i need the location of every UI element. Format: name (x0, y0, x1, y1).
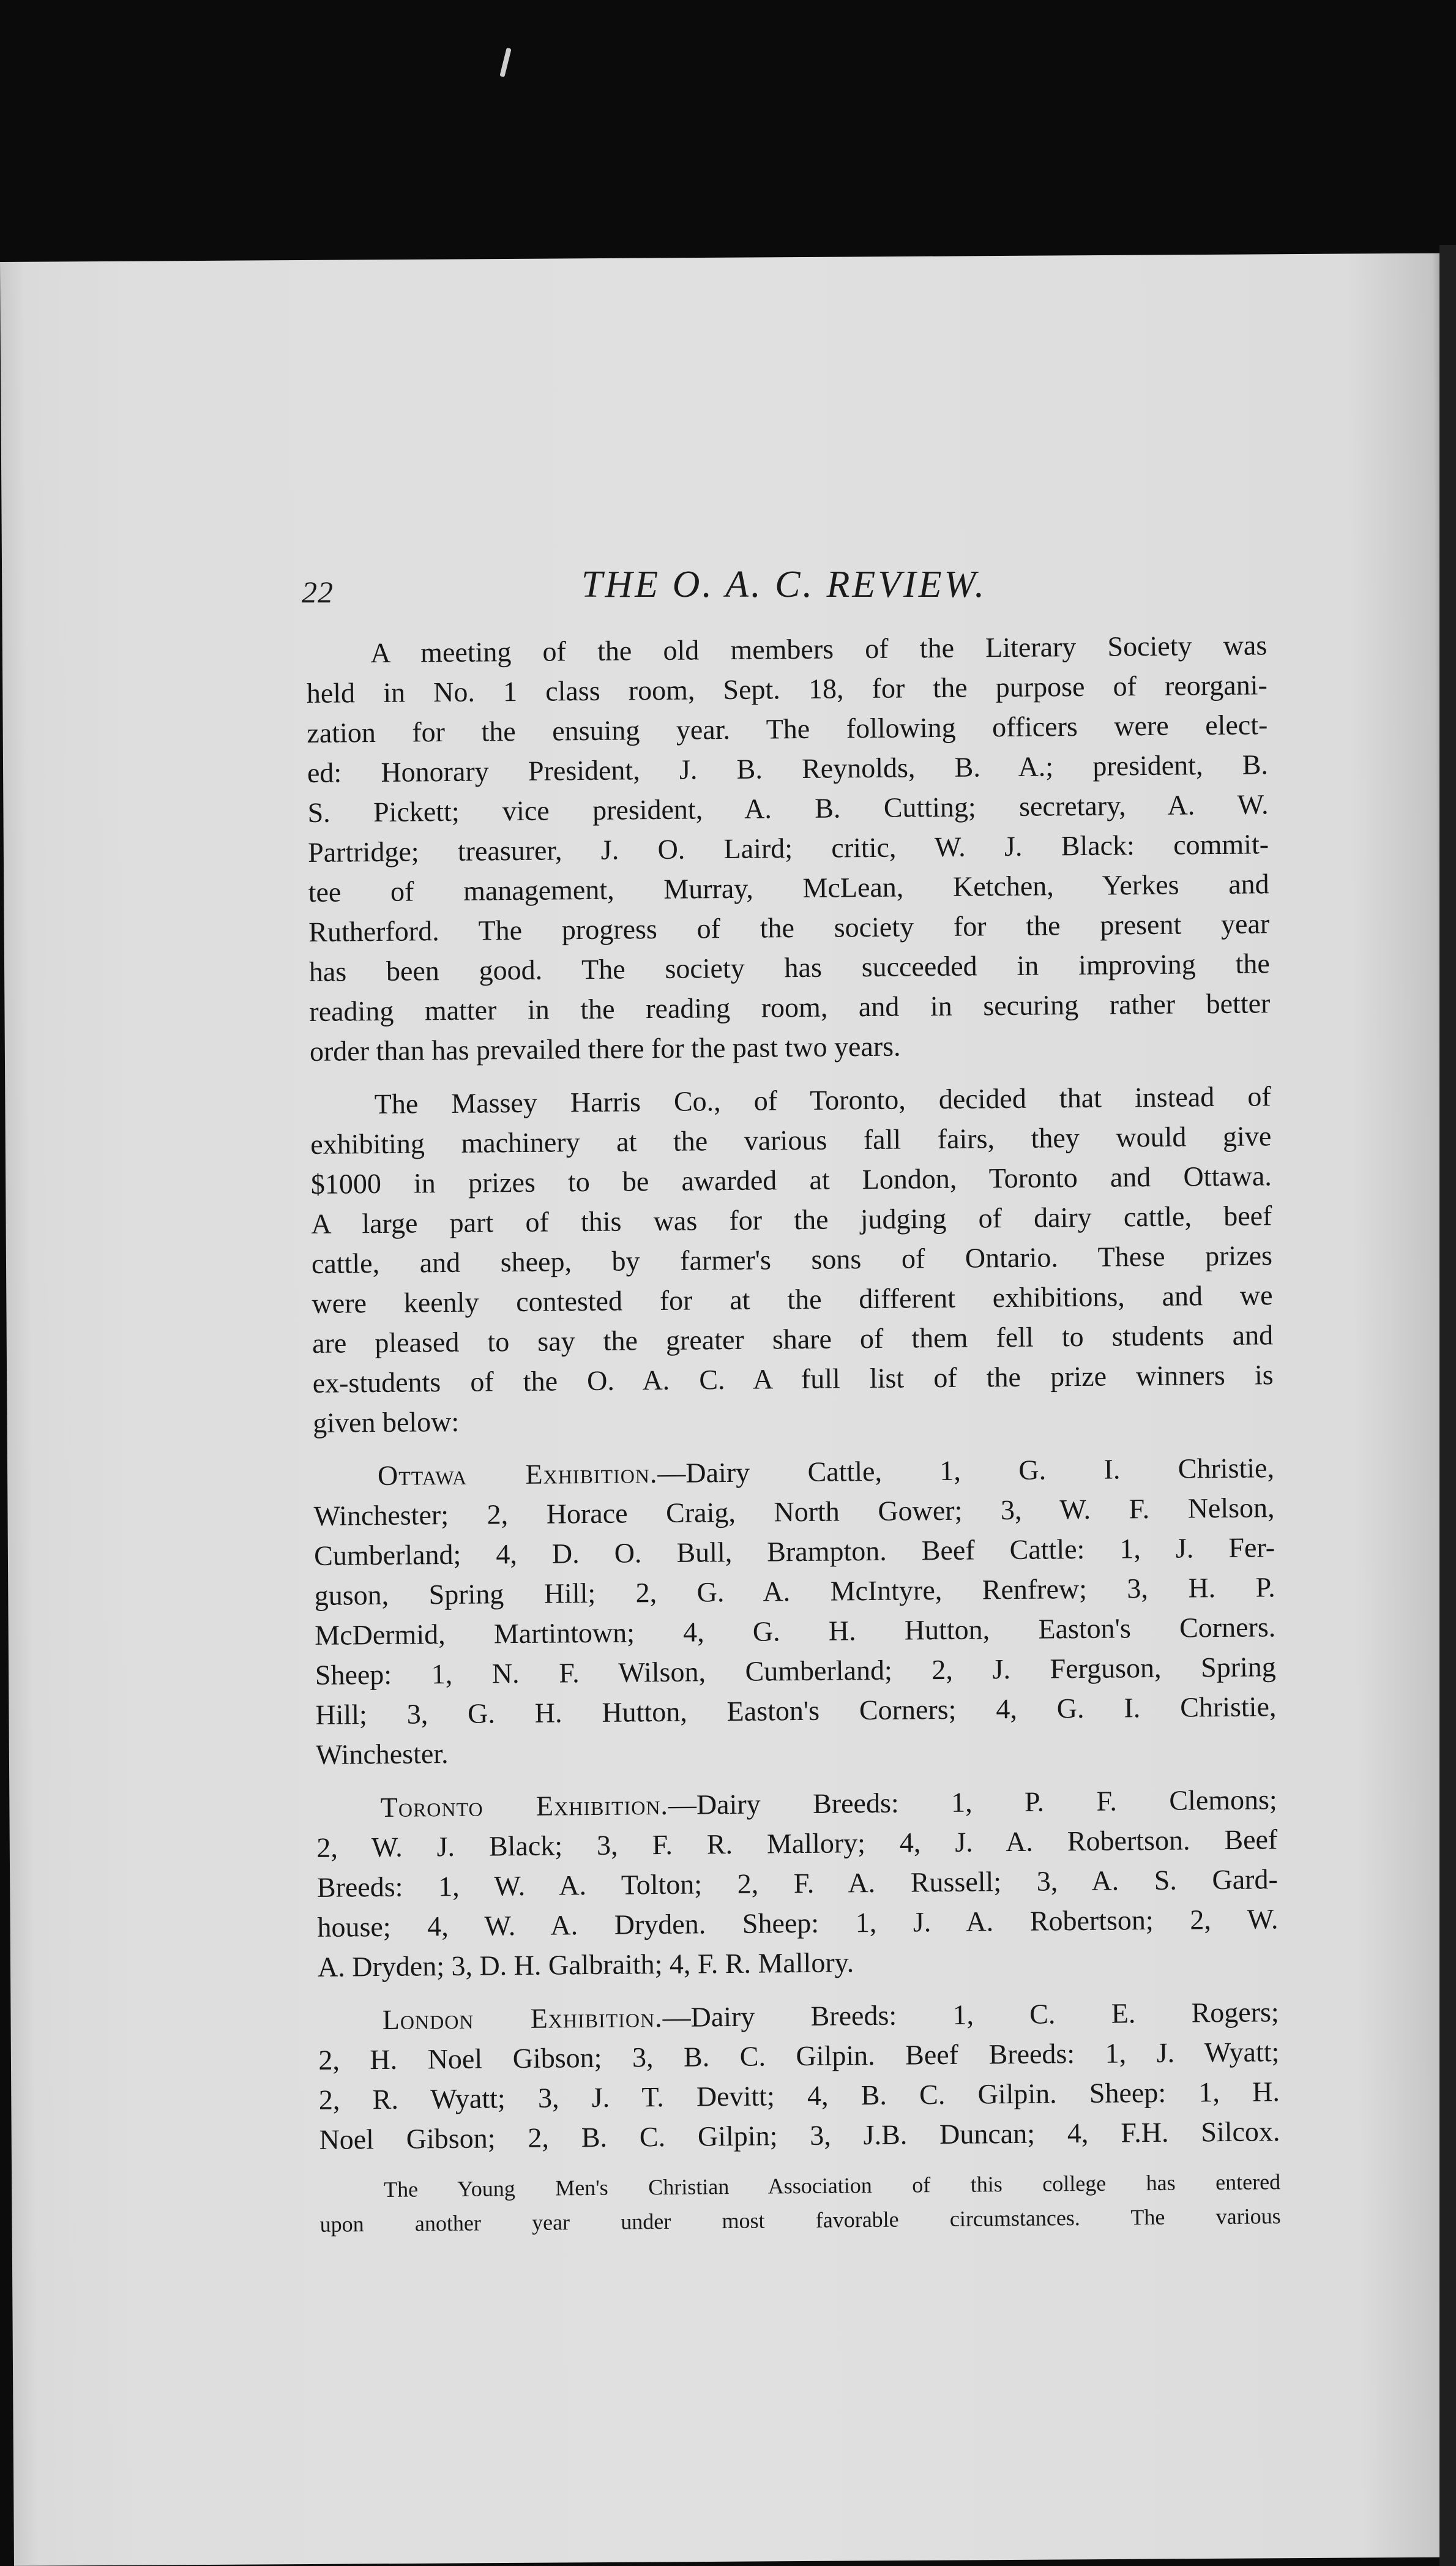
london-line: 2, R. Wyatt; 3, J. T. Devitt; 4, B. C. Gilpin. Sheep: 1, H. (318, 2076, 1280, 2115)
paragraph-ymca (319, 2164, 1281, 2242)
toronto-heading: Toronto Exhibition. (380, 1789, 669, 1824)
ottawa-heading: Ottawa Exhibition. (377, 1457, 658, 1492)
running-head: THE O. A. C. REVIEW. (581, 564, 987, 605)
paragraph-toronto-exhibition (316, 1779, 1279, 1987)
literary-line: order than has prevailed there for the past two years. (309, 1030, 901, 1067)
literary-line: ed: Honorary President, J. B. Reynolds, B. A.; president, B. (307, 749, 1269, 788)
massey-line: given below: (313, 1405, 460, 1438)
article-body (306, 625, 1281, 2255)
paragraph-literary-society (306, 625, 1271, 1071)
ottawa-line: Winchester. (315, 1738, 449, 1770)
page-number: 22 (302, 575, 334, 609)
london-first-line-text: —Dairy Breeds: 1, C. E. Rogers; (662, 1996, 1279, 2033)
paragraph-ottawa-exhibition (313, 1448, 1277, 1775)
toronto-line: house; 4, W. A. Dryden. Sheep: 1, J. A. Robertson; 2, W. (317, 1903, 1279, 1943)
scan-right-edge (1439, 245, 1456, 2566)
london-line: 2, H. Noel Gibson; 3, B. C. Gilpin. Beef Breeds: 1, J. Wyatt; (318, 2036, 1280, 2076)
ottawa-line: guson, Spring Hill; 2, G. A. McIntyre, Renfrew; 3, H. P. (314, 1571, 1275, 1611)
toronto-line: Breeds: 1, W. A. Tolton; 2, F. A. Russell; 3, A. S. Gard- (316, 1863, 1279, 1903)
massey-line: cattle, and sheep, by farmer's sons of Ontario. These prizes (311, 1240, 1273, 1279)
ymca-line: The Young Men's Christian Association of this college has entered (384, 2169, 1281, 2202)
london-line: Noel Gibson; 2, B. C. Gilpin; 3, J.B. Duncan; 4, F.H. Silcox. (319, 2115, 1280, 2155)
massey-line: $1000 in prizes to be awarded at London, Toronto and Ottawa. (310, 1160, 1272, 1200)
massey-line: were keenly contested for at the different exhibitions, and we (312, 1279, 1273, 1319)
literary-line: S. Pickett; vice president, A. B. Cutting; secretary, A. W. (307, 788, 1269, 828)
literary-line: reading matter in the reading room, and in securing rather better (309, 987, 1271, 1027)
massey-line: are pleased to say the greater share of them fell to students and (312, 1319, 1274, 1359)
paragraph-london-exhibition (318, 1992, 1280, 2160)
literary-line: tee of management, Murray, McLean, Ketchen, Yerkes and (308, 868, 1269, 908)
literary-line: held in No. 1 class room, Sept. 18, for the purpose of reorgani- (306, 669, 1268, 709)
literary-line: Rutherford. The progress of the society for the present year (308, 908, 1270, 948)
massey-line: A large part of this was for the judging of dairy cattle, beef (311, 1200, 1272, 1240)
literary-line: Partridge; treasurer, J. O. Laird; critic, W. J. Black: commit- (307, 828, 1269, 868)
toronto-line: 2, W. J. Black; 3, F. R. Mallory; 4, J. A. Robertson. Beef (316, 1824, 1278, 1863)
massey-line: The Massey Harris Co., of Toronto, decided that instead of (374, 1080, 1271, 1120)
ymca-line: upon another year under most favorable circumstances. The various (319, 2204, 1281, 2237)
ottawa-line: Hill; 3, G. H. Hutton, Easton's Corners; 4, G. I. Christie, (315, 1691, 1277, 1730)
literary-line: zation for the ensuing year. The following officers were elect- (307, 709, 1268, 749)
massey-line: ex-students of the O. A. C. A full list of the prize winners is (312, 1359, 1274, 1399)
literary-line: has been good. The society has succeeded in improving the (308, 948, 1270, 987)
massey-line: exhibiting machinery at the various fall fairs, they would give (310, 1120, 1272, 1160)
ottawa-first-line-text: —Dairy Cattle, 1, G. I. Christie, (657, 1452, 1275, 1489)
paragraph-massey-harris (310, 1076, 1274, 1443)
london-heading: London Exhibition. (382, 2002, 663, 2035)
toronto-line: A. Dryden; 3, D. H. Galbraith; 4, F. R. Mallory. (317, 1947, 854, 1983)
toronto-first-line-text: —Dairy Breeds: 1, P. F. Clemons; (668, 1784, 1277, 1820)
literary-line: A meeting of the old members of the Literary Society was (370, 629, 1267, 669)
scan-top-margin (0, 0, 1456, 263)
ottawa-line: Cumberland; 4, D. O. Bull, Brampton. Beef Cattle: 1, J. Fer- (313, 1532, 1275, 1571)
ottawa-line: Sheep: 1, N. F. Wilson, Cumberland; 2, J. Ferguson, Spring (315, 1651, 1277, 1691)
ottawa-line: Winchester; 2, Horace Craig, North Gower; 3, W. F. Nelson, (313, 1492, 1275, 1532)
ottawa-line: McDermid, Martintown; 4, G. H. Hutton, Easton's Corners. (315, 1611, 1276, 1651)
